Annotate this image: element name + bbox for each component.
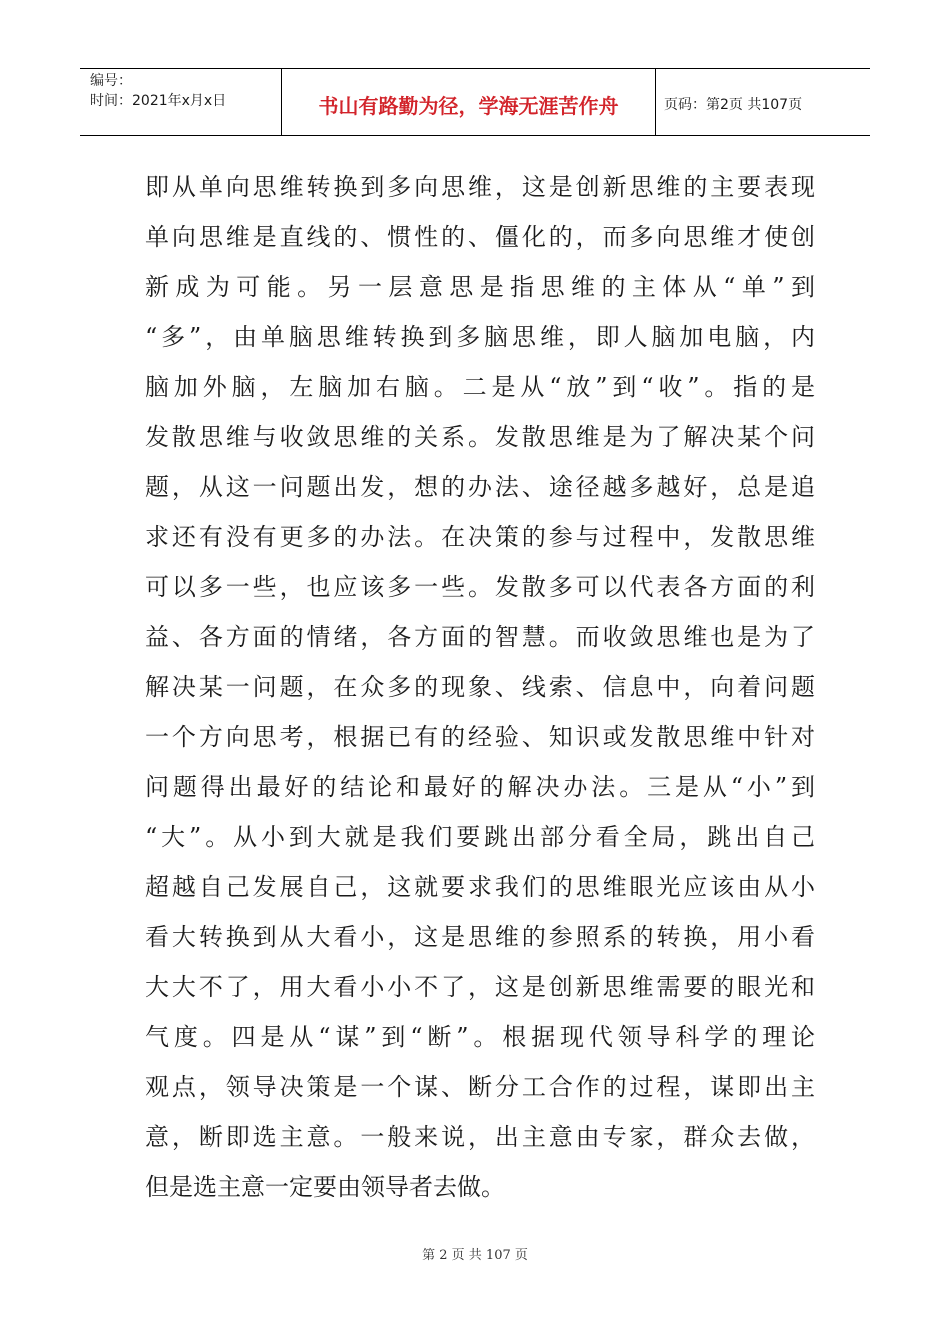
text-line: 益、各方面的情绪，各方面的智慧。而收敛思维也是为了 [145, 623, 815, 651]
text-line: 发散思维与收敛思维的关系。发散思维是为了解决某个问 [145, 423, 815, 451]
text-line: 可以多一些，也应该多一些。发散多可以代表各方面的利 [145, 573, 815, 601]
document-number: 编号： [90, 73, 132, 89]
text-line: 看大转换到从大看小，这是思维的参照系的转换，用小看 [145, 923, 815, 951]
page-header [80, 68, 870, 136]
text-line: 脑加外脑，左脑加右脑。二是从“放”到“收”。指的是 [145, 373, 815, 401]
page-footer: 第 2 页 共 107 页 [422, 1248, 528, 1263]
header-meta [80, 69, 282, 135]
text-line: 一个方向思考，根据已有的经验、知识或发散思维中针对 [145, 723, 815, 751]
text-line: 意，断即选主意。一般来说，出主意由专家，群众去做， [145, 1123, 815, 1151]
text-line: 解决某一问题，在众多的现象、线索、信息中，向着问题 [145, 673, 815, 701]
header-motto: 书山有路勤为径，学海无涯苦作舟 [282, 69, 656, 135]
text-line: 超越自己发展自己，这就要求我们的思维眼光应该由从小 [145, 873, 815, 901]
header-page-info: 页码：第2页 共107页 [664, 97, 803, 113]
text-line: 求还有没有更多的办法。在决策的参与过程中，发散思维 [145, 523, 815, 551]
text-line: 大大不了，用大看小小不了，这是创新思维需要的眼光和 [145, 973, 815, 1001]
text-line: 问题得出最好的结论和最好的解决办法。三是从“小”到 [145, 773, 815, 801]
text-line: 新成为可能。另一层意思是指思维的主体从“单”到 [145, 273, 815, 301]
text-line: “大”。从小到大就是我们要跳出部分看全局，跳出自己 [145, 823, 815, 851]
text-line: 单向思维是直线的、惯性的、僵化的，而多向思维才使创 [145, 223, 815, 251]
text-line: 但是选主意一定要由领导者去做。 [145, 1173, 505, 1201]
document-time: 时间：2021年x月x日 [90, 93, 227, 109]
text-line: 题，从这一问题出发，想的办法、途径越多越好，总是追 [145, 473, 815, 501]
text-line: 即从单向思维转换到多向思维，这是创新思维的主要表现 [145, 173, 815, 201]
body-text [145, 162, 815, 1212]
text-line: 观点，领导决策是一个谋、断分工合作的过程，谋即出主 [145, 1073, 815, 1101]
text-line: “多”，由单脑思维转换到多脑思维，即人脑加电脑，内 [145, 323, 815, 351]
text-line: 气度。四是从“谋”到“断”。根据现代领导科学的理论 [145, 1023, 815, 1051]
